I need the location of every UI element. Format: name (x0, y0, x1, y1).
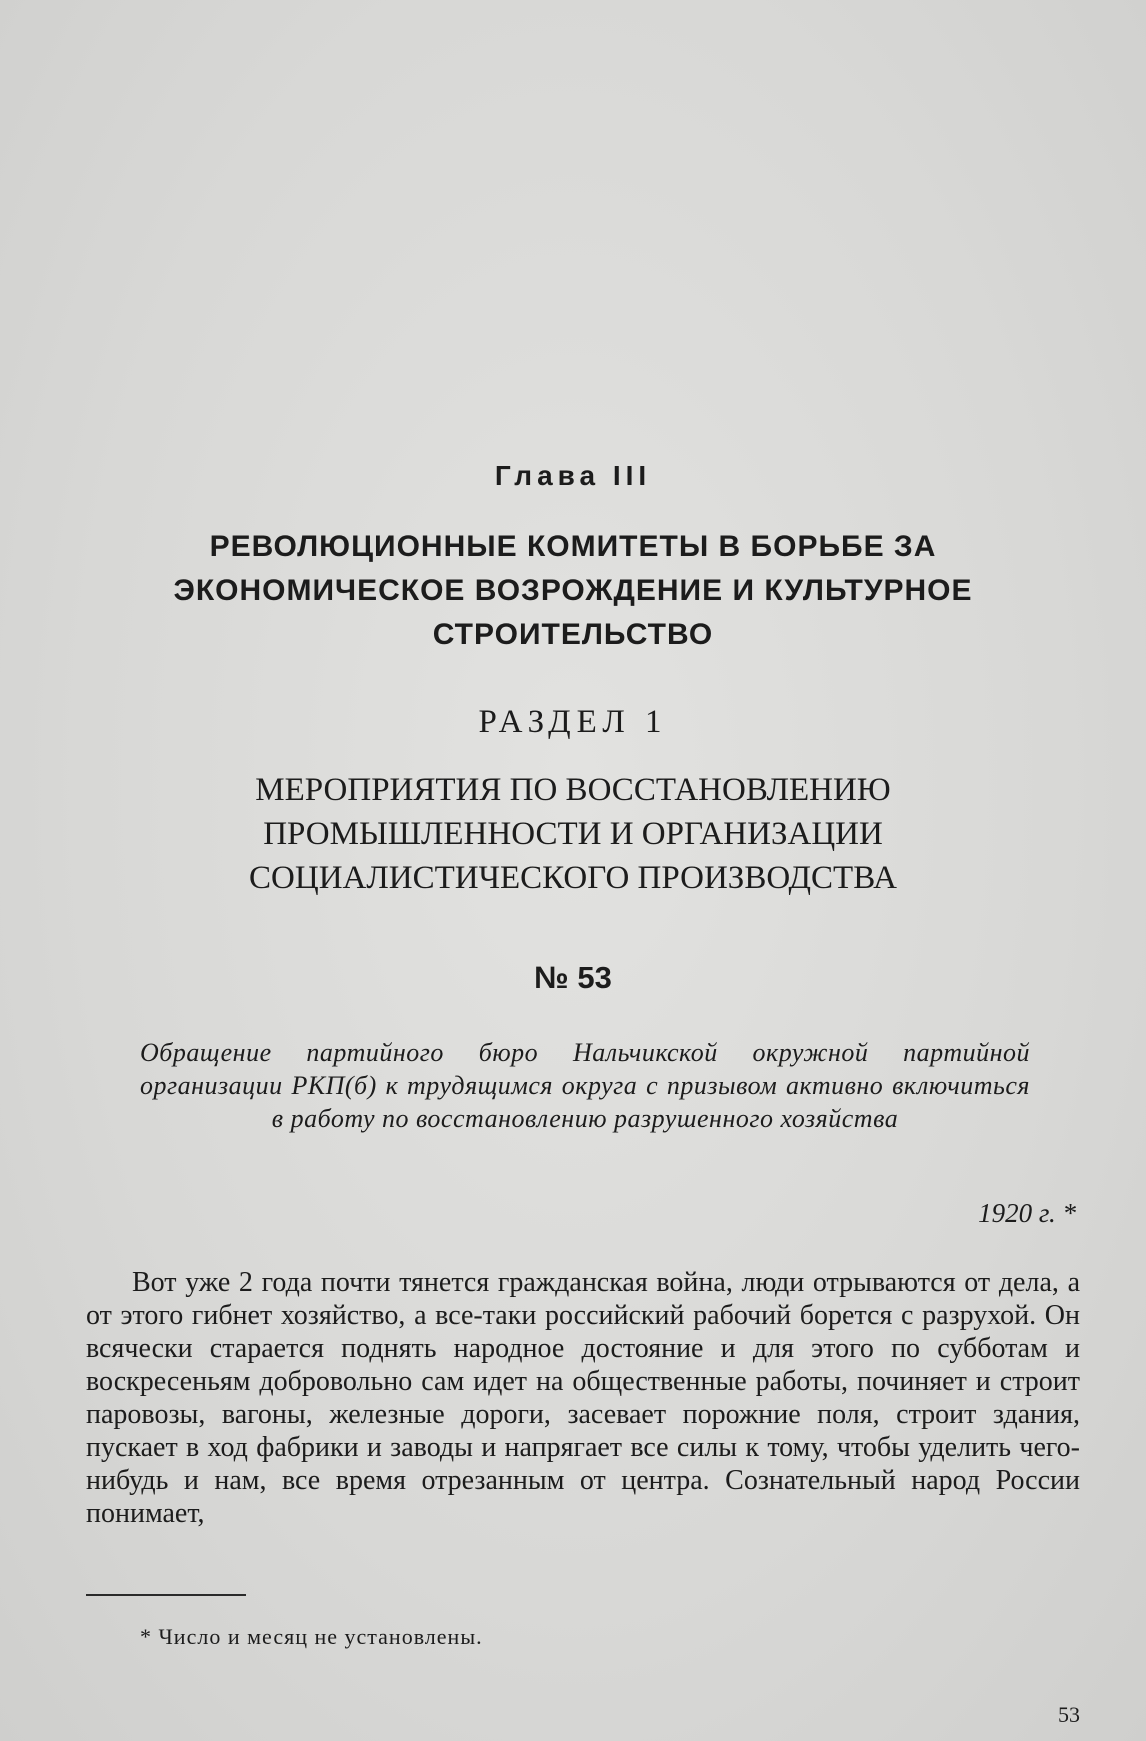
document-number: № 53 (534, 960, 612, 995)
chapter-title-line: ЭКОНОМИЧЕСКОЕ ВОЗРОЖДЕНИЕ И КУЛЬТУРНОЕ (173, 574, 973, 607)
section-title-line: МЕРОПРИЯТИЯ ПО ВОССТАНОВЛЕНИЮ (255, 772, 891, 808)
section-label: РАЗДЕЛ 1 (478, 704, 668, 740)
body-paragraph (86, 1266, 1080, 1530)
footnote: * Число и месяц не установлены. (140, 1624, 483, 1649)
section-title-line: ПРОМЫШЛЕННОСТИ И ОРГАНИЗАЦИИ (263, 816, 883, 852)
section-title (0, 768, 1146, 900)
document-date: 1920 г. * (978, 1198, 1076, 1228)
page-number: 53 (1058, 1702, 1080, 1727)
body-text: Вот уже 2 года почти тянется гражданская война, люди отрываются от дела, а от этого гибнет хозяйство, а все-таки российский рабочий борется с разрухой. Он всячески старается поднять народное достояние и для этого по субботам и воскресеньям добровольно сам идет на общественные работы, починяет и строит паровозы, вагоны, железные дороги, засевает порожние поля, строит здания, пускает в ход фабрики и заводы и напрягает все силы к тому, чтобы уделить чего-нибудь и нам, все время отрезанным от центра. Сознательный народ России понимает, (86, 1267, 1080, 1529)
chapter-label: Глава III (494, 460, 652, 491)
chapter-title-line: РЕВОЛЮЦИОННЫЕ КОМИТЕТЫ В БОРЬБЕ ЗА (209, 530, 937, 563)
chapter-title-line: СТРОИТЕЛЬСТВО (432, 618, 714, 651)
section-title-line: СОЦИАЛИСТИЧЕСКОГО ПРОИЗВОДСТВА (249, 860, 897, 896)
footnote-divider (86, 1594, 246, 1596)
chapter-title (0, 525, 1146, 657)
document-heading: Обращение партийного бюро Нальчикской окружной партийной организации РКП(б) к трудящимся округа с призывом активно включиться в работу по восстановлению разрушенного хозяйства (140, 1038, 1030, 1133)
